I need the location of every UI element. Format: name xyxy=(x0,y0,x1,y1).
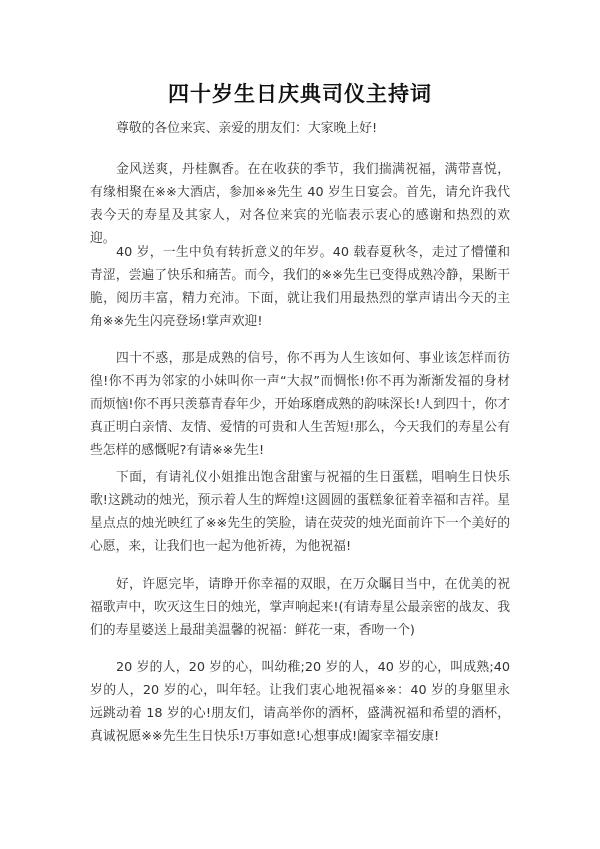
birthday-cake-paragraph: 下面，有请礼仪小姐推出饱含甜蜜与祝福的生日蛋糕，唱响生日快乐歌!这跳动的烛光，预示着人生的辉煌!这圆圆的蛋糕象征着幸福和吉祥。星星点点的烛光映红了※※先生的笑脸，请在荧荧的烛光面前许下一个美好的心愿，来，让我们也一起为他祈祷，为他祝福! xyxy=(90,470,510,554)
opening-paragraph: 金风送爽，丹桂飘香。在在收获的季节，我们揣满祝福，满带喜悦，有缘相聚在※※大酒店，参加※※先生 40 岁生日宴会。首先，请允许我代表今天的寿星及其家人，对各位来宾的光临表示衷心的感谢和热烈的欢迎。 xyxy=(90,162,510,246)
toast-paragraph: 20 岁的人，20 岁的心，叫幼稚;20 岁的人，40 岁的心，叫成熟;40 岁的人，20 岁的心，叫年轻。让我们衷心地祝福※※：40 岁的身躯里永远跳动着 18 岁的心!朋友们，请高举你的酒杯，盛满祝福和希望的酒杯，真诚祝愿※※先生生日快乐!万事如意!心想事成!阖家幸福安康! xyxy=(90,660,510,744)
forty-reflection-paragraph: 四十不惑，那是成熟的信号，你不再为人生该如何、事业该怎样而彷徨!你不再为邻家的小妹叫你一声“大叔”而惆怅!你不再为渐渐发福的身材而烦恼!你不再只羡慕青春年少，开始琢磨成熟的韵味深长!人到四十，你才真正明白亲情、友情、爱情的可贵和人生苦短!那么，今天我们的寿星公有些怎样的感慨呢?有请※※先生! xyxy=(90,351,510,458)
document-title: 四十岁生日庆典司仪主持词 xyxy=(168,82,432,106)
introduction-paragraph: 40 岁，一生中负有转折意义的年岁。40 载春夏秋冬，走过了懵懂和青涩，尝遍了快乐和痛苦。而今，我们的※※先生已变得成熟冷静，果断干脆，阅历丰富，精力充沛。下面，就让我们用最热烈的掌声请出今天的主角※※先生闪亮登场!掌声欢迎! xyxy=(90,245,510,329)
wish-paragraph: 好，许愿完毕，请睁开你幸福的双眼，在万众瞩目当中，在优美的祝福歌声中，吹灭这生日的烛光，掌声响起来!(有请寿星公最亲密的战友、我们的寿星婆送上最甜美温馨的祝福：鲜花一束，香吻一个) xyxy=(90,577,510,638)
greeting-paragraph: 尊敬的各位来宾、亲爱的朋友们：大家晚上好! xyxy=(116,121,378,136)
